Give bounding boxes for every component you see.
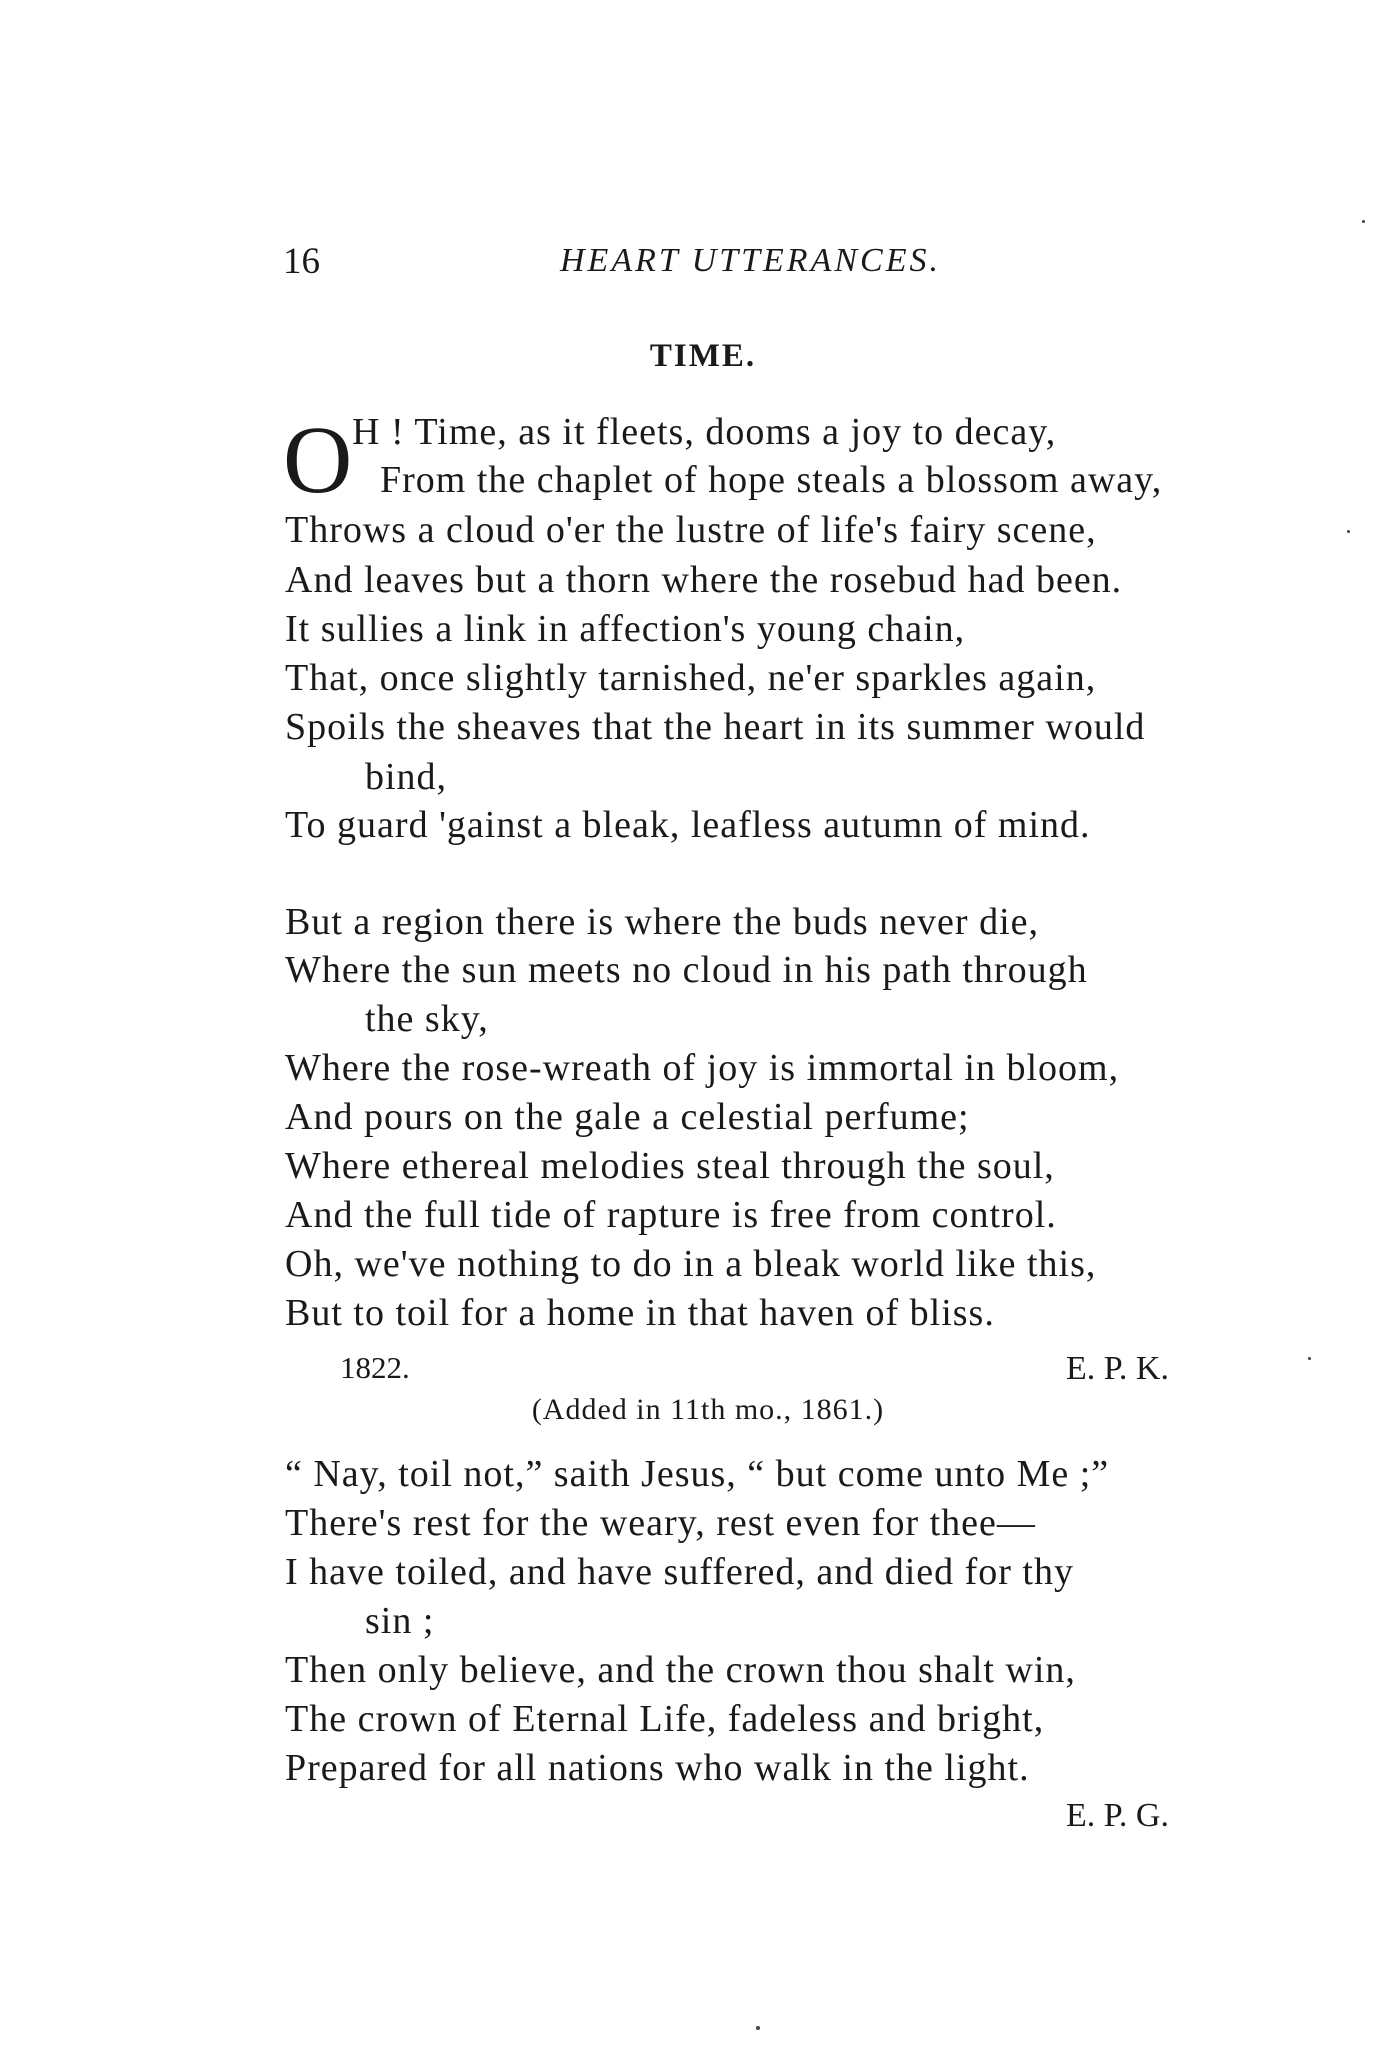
addendum-line-4: sin ; <box>365 1600 435 1642</box>
stanza2-line-8: Oh, we've nothing to do in a bleak world like this, <box>285 1243 1097 1285</box>
drop-cap: O <box>283 406 353 513</box>
addendum-line-5: Then only believe, and the crown thou shalt win, <box>285 1649 1076 1691</box>
stanza2-line-7: And the full tide of rapture is free from control. <box>285 1194 1057 1236</box>
stanza2-line-2: Where the sun meets no cloud in his path through <box>285 949 1088 991</box>
speck <box>1308 1357 1311 1360</box>
stanza2-line-4: Where the rose-wreath of joy is immortal in bloom, <box>285 1047 1120 1089</box>
stanza1-line-9: To guard 'gainst a bleak, leafless autumn of mind. <box>285 804 1091 846</box>
poem-title: TIME. <box>649 338 757 374</box>
page-number: 16 <box>283 241 320 282</box>
stanza1-line-3: Throws a cloud o'er the lustre of life's fairy scene, <box>285 509 1097 551</box>
stanza1-line-8: bind, <box>365 756 448 798</box>
addendum-line-2: There's rest for the weary, rest even for thee— <box>285 1502 1036 1544</box>
poem-date: 1822. <box>340 1350 410 1385</box>
speck <box>756 2026 760 2030</box>
stanza2-line-6: Where ethereal melodies steal through the soul, <box>285 1145 1055 1187</box>
stanza2-line-3: the sky, <box>365 998 489 1040</box>
addendum-line-1: “ Nay, toil not,” saith Jesus, “ but come unto Me ;” <box>285 1453 1110 1495</box>
speck <box>1347 530 1350 533</box>
running-head <box>0 240 1396 290</box>
addendum-line-3: I have toiled, and have suffered, and died for thy <box>285 1551 1074 1593</box>
stanza2-line-9: But to toil for a home in that haven of bliss. <box>285 1292 995 1334</box>
stanza1-line-6: That, once slightly tarnished, ne'er sparkles again, <box>285 657 1097 699</box>
stanza1-line-1: H ! Time, as it fleets, dooms a joy to decay, <box>352 411 1057 453</box>
speck <box>1362 220 1365 223</box>
poem-signature: E. P. K. <box>1066 1350 1169 1387</box>
addendum-line-7: Prepared for all nations who walk in the light. <box>285 1747 1030 1789</box>
stanza1-line-2: From the chaplet of hope steals a blossom away, <box>380 459 1163 501</box>
addendum-line-6: The crown of Eternal Life, fadeless and bright, <box>285 1698 1045 1740</box>
addendum-note: (Added in 11th mo., 1861.) <box>531 1393 885 1426</box>
stanza2-line-1: But a region there is where the buds never die, <box>285 901 1039 943</box>
stanza1-line-5: It sullies a link in affection's young chain, <box>285 608 966 650</box>
stanza1-line-4: And leaves but a thorn where the rosebud had been. <box>285 559 1123 601</box>
stanza1-line-7: Spoils the sheaves that the heart in its summer would <box>285 706 1146 748</box>
stanza2-line-5: And pours on the gale a celestial perfume; <box>285 1096 970 1138</box>
addendum-signature: E. P. G. <box>1066 1797 1169 1834</box>
running-title: HEART UTTERANCES. <box>560 242 941 279</box>
